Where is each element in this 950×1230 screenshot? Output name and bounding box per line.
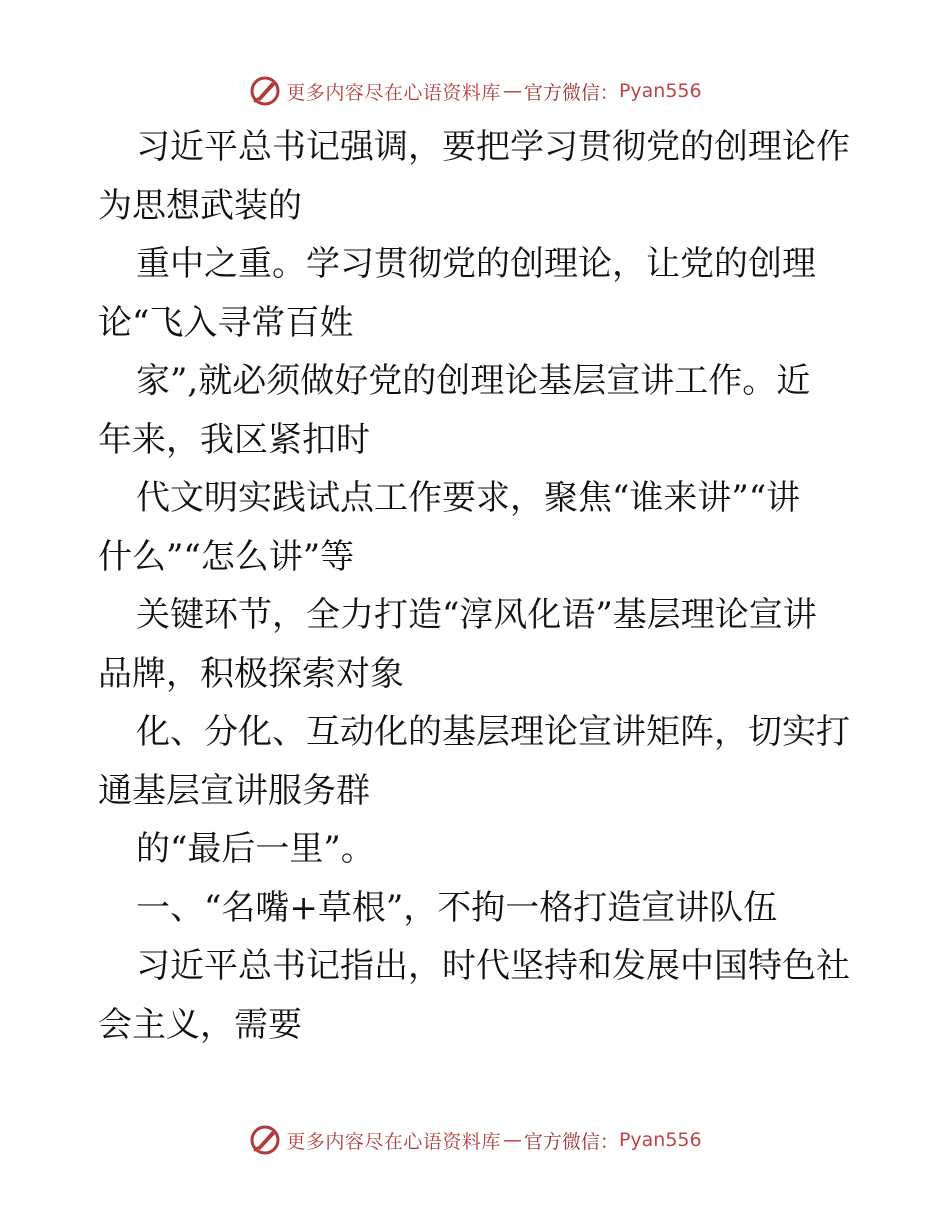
- body-line: 什么”“怎么讲”等: [98, 536, 355, 577]
- body-line: 通基层宣讲服务群: [98, 770, 370, 811]
- watermark-sub-text: 官方微信：: [523, 81, 619, 104]
- section-heading: 一、“名嘴+草根”，不拘一格打造宣讲队伍: [136, 887, 778, 928]
- document-body: [98, 118, 858, 1054]
- watermark-main-text: 更多内容尽在心语资料库: [286, 1130, 501, 1153]
- body-line: 家”,就必须做好党的创理论基层宣讲工作。近: [136, 361, 811, 401]
- watermark-sub-text: 官方微信：: [523, 1130, 619, 1153]
- quill-pen-logo-icon: [248, 74, 282, 108]
- body-line: 年来，我区紧扣时: [98, 419, 370, 460]
- watermark-dash: —: [502, 80, 522, 102]
- body-line: 论“飞入寻常百姓: [98, 302, 354, 343]
- body-line: 重中之重。学习贯彻党的创理论，让党的创理: [136, 244, 816, 284]
- body-line: 关键环节，全力打造“淳风化语”基层理论宣讲: [136, 595, 817, 635]
- watermark-dash: —: [502, 1129, 522, 1151]
- body-line: 习近平总书记指出，时代坚持和发展中国特色社: [136, 946, 850, 986]
- watermark-main-text: 更多内容尽在心语资料库: [286, 81, 501, 104]
- body-line: 习近平总书记强调，要把学习贯彻党的创理论作: [136, 127, 850, 167]
- body-line: 品牌，积极探索对象: [98, 653, 404, 694]
- body-line: 会主义，需要: [98, 1004, 302, 1045]
- footer-watermark: [0, 1120, 950, 1160]
- body-line: 代文明实践试点工作要求，聚焦“谁来讲”“讲: [136, 478, 801, 518]
- body-line: 化、分化、互动化的基层理论宣讲矩阵，切实打: [136, 712, 850, 752]
- body-line: 为思想武装的: [98, 185, 302, 226]
- header-watermark: [0, 71, 950, 111]
- watermark-account: Pyan556: [618, 80, 702, 102]
- quill-pen-logo-icon: [248, 1123, 282, 1157]
- body-line: 的“最后一里”。: [136, 829, 375, 869]
- watermark-account: Pyan556: [618, 1129, 702, 1151]
